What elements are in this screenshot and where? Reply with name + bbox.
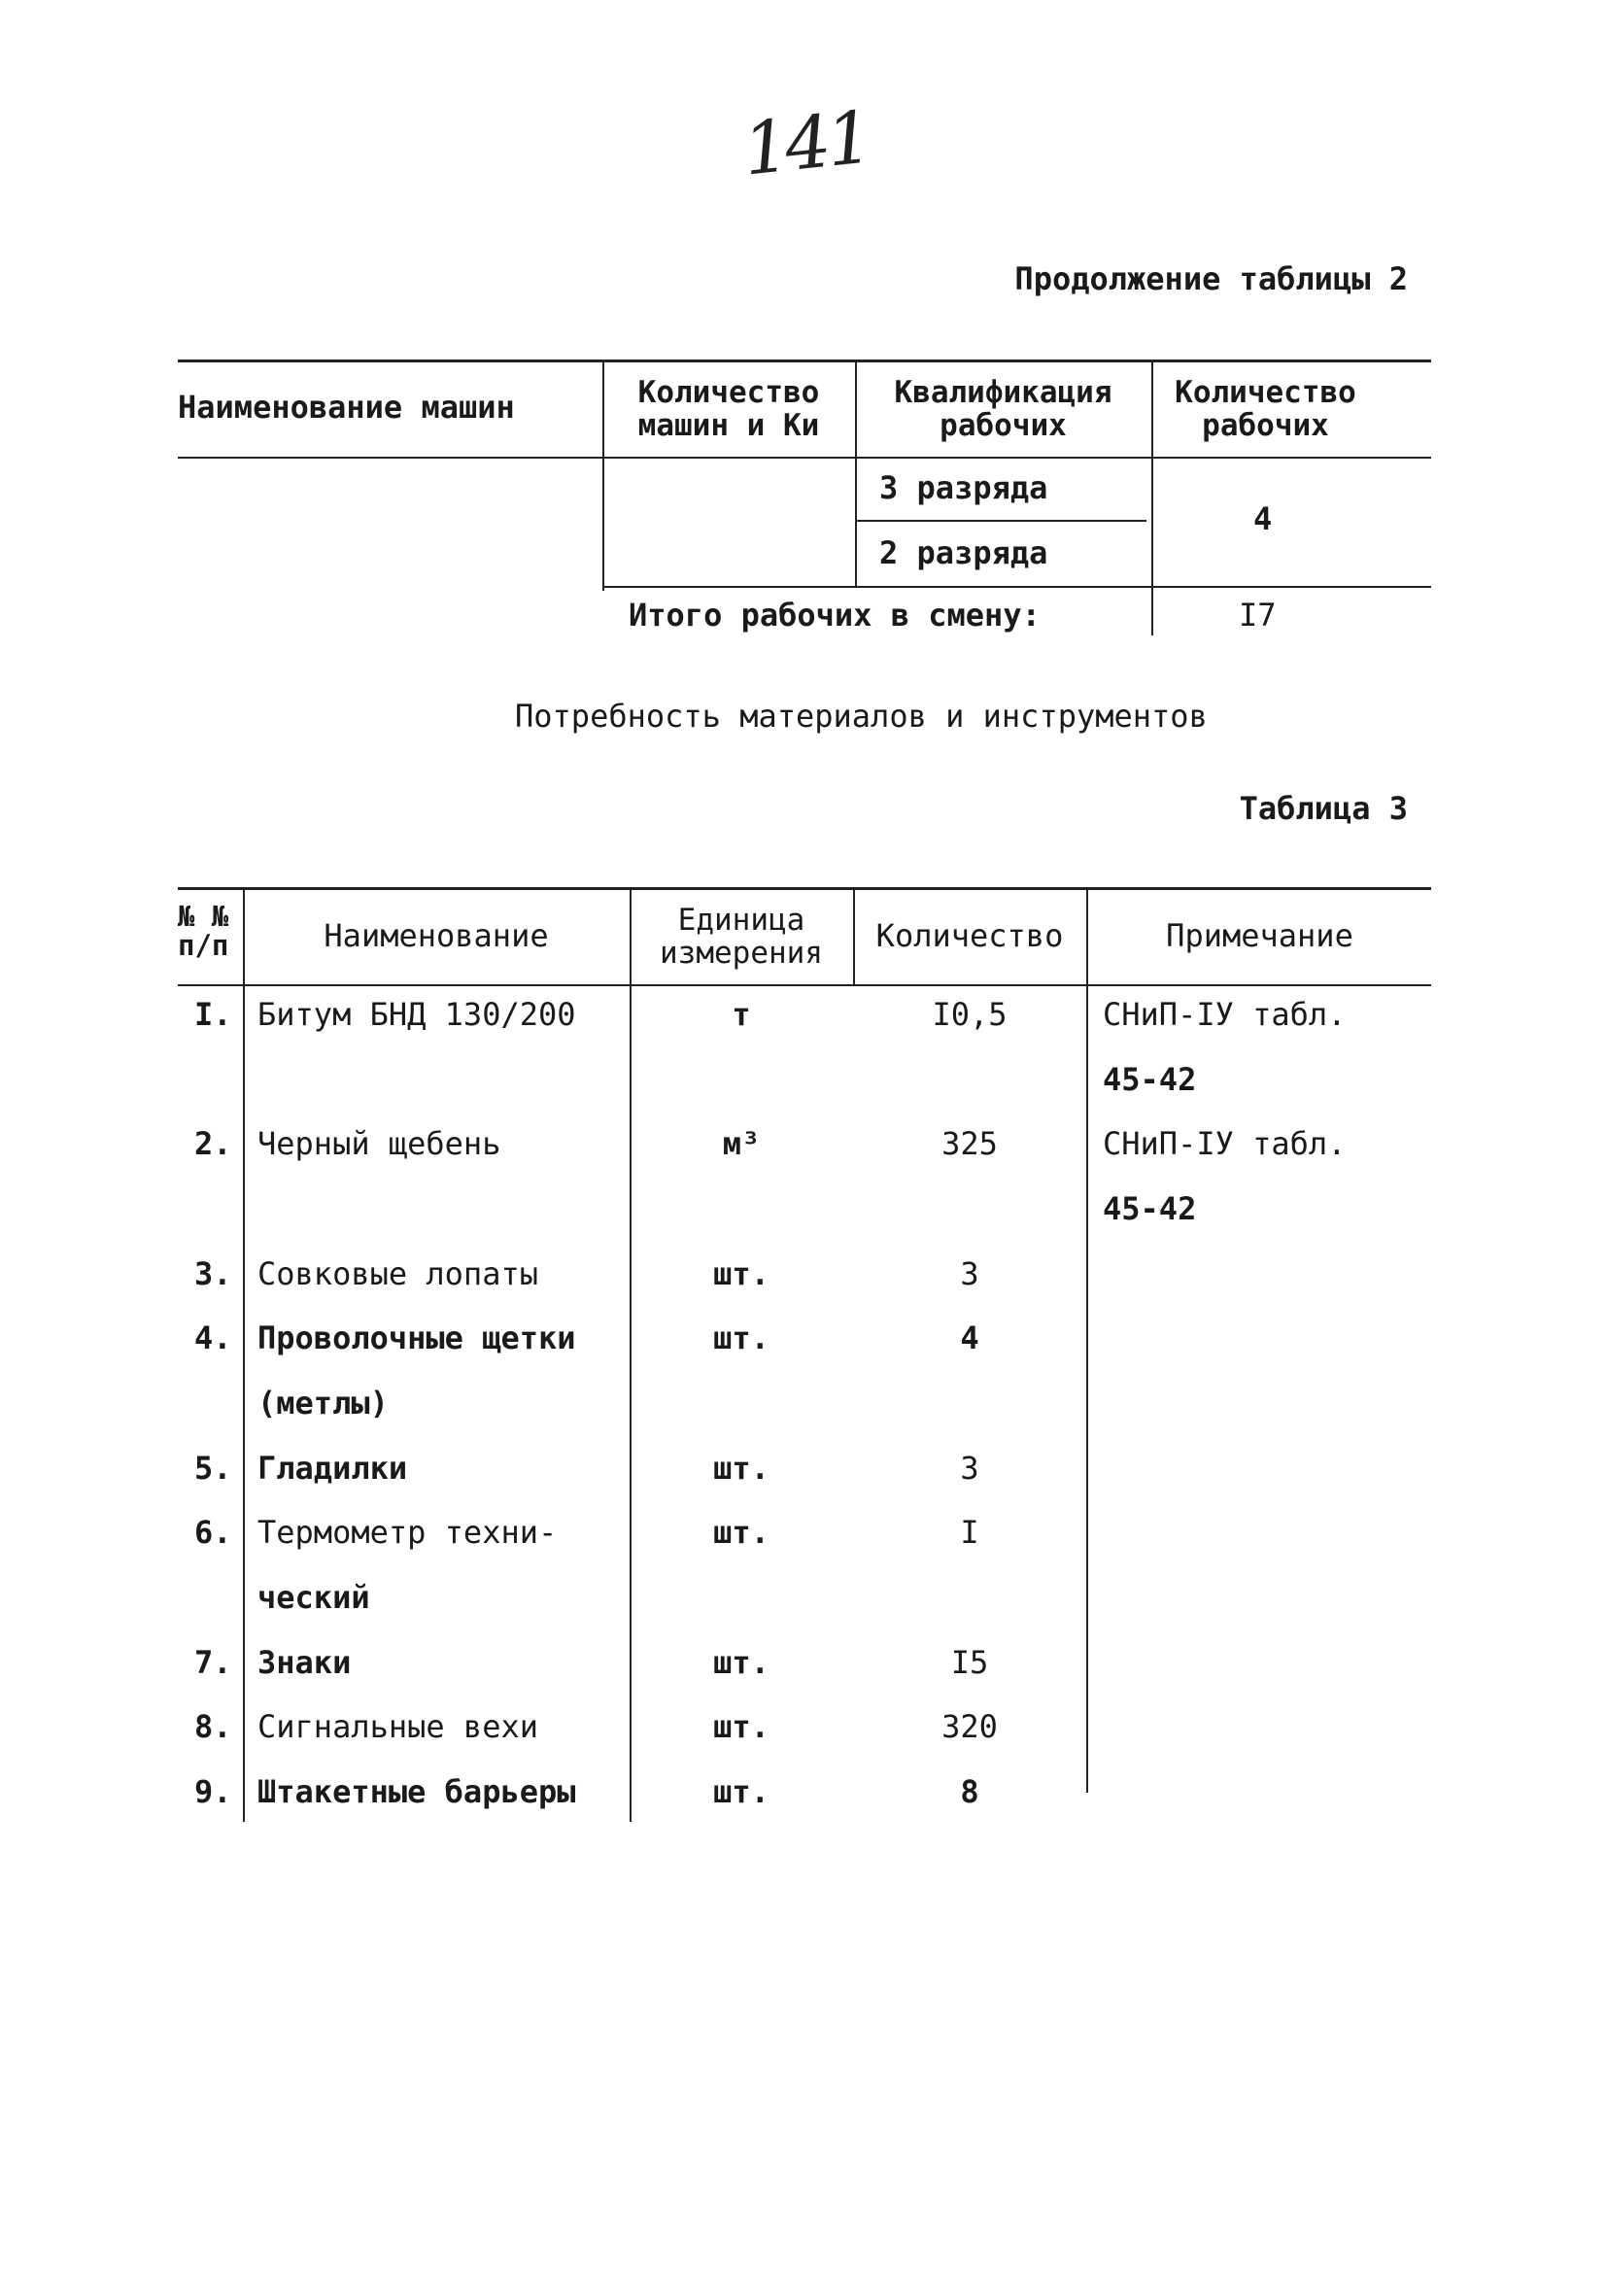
table3-header-rule (178, 984, 1431, 986)
table2-header-qualification: Квалификация рабочих (894, 375, 1112, 443)
table2-total-label: Итого рабочих в смену: (629, 597, 1041, 634)
table3-header-note: Примечание (1166, 917, 1353, 954)
row1-note: СНиП-IУ табл. (1103, 996, 1347, 1033)
table2-qual-row-2: 2 разряда (879, 534, 1048, 571)
row2-note-line2: 45-42 (1103, 1190, 1197, 1227)
row1-qty: I0,5 (932, 996, 1008, 1033)
table3-header-unit: Единица измерения (660, 903, 823, 971)
row4-qty: 4 (960, 1319, 979, 1356)
row2-qty: 325 (941, 1125, 998, 1162)
row7-qty: I5 (950, 1644, 989, 1681)
row2-name: Черный щебень (257, 1125, 501, 1162)
row6-qty: I (960, 1514, 979, 1551)
row4-name: Проволочные щетки (257, 1319, 576, 1356)
table2-header-machines: Наименование машин (178, 389, 515, 426)
row3-name: Совковые лопаты (257, 1255, 538, 1292)
table2-workers-count: 4 (1253, 500, 1273, 537)
row8-num: 8. (194, 1708, 232, 1745)
row1-name: Битум БНД 130/200 (257, 996, 576, 1033)
row9-name: Штакетные барьеры (257, 1773, 576, 1810)
row5-num: 5. (194, 1450, 232, 1487)
row3-unit: шт. (713, 1255, 769, 1292)
table2-col-divider-2 (855, 361, 857, 586)
table2-col-divider-3 (1151, 361, 1153, 635)
table3-col-divider-1 (243, 889, 245, 1822)
table2-col-divider-1 (602, 361, 604, 591)
row2-unit: м³ (722, 1125, 761, 1162)
row1-note-line2: 45-42 (1103, 1061, 1197, 1098)
table2-qual-row-1: 3 разряда (879, 469, 1048, 506)
table3-label: Таблица 3 (1239, 790, 1408, 827)
page-number: 141 (738, 95, 873, 192)
row3-qty: 3 (960, 1255, 979, 1292)
row9-unit: шт. (713, 1773, 769, 1810)
table3-col-divider-4 (1086, 889, 1088, 1793)
section-title: Потребность материалов и инструментов (515, 698, 1208, 735)
row5-name: Гладилки (257, 1450, 408, 1487)
row4-unit: шт. (713, 1319, 769, 1356)
row8-unit: шт. (713, 1708, 769, 1745)
row6-num: 6. (194, 1514, 232, 1551)
table2-header-rule (178, 457, 1431, 459)
table2-total-rule (602, 586, 1431, 588)
row1-num: I. (194, 996, 232, 1033)
row9-qty: 8 (960, 1773, 979, 1810)
row9-num: 9. (194, 1773, 232, 1810)
table2-total-value: I7 (1239, 597, 1277, 634)
table2-top-rule (178, 360, 1431, 362)
table3-header-num: № № п/п (178, 900, 229, 962)
row4-name-line2: (метлы) (257, 1385, 389, 1422)
row5-qty: 3 (960, 1450, 979, 1487)
row6-unit: шт. (713, 1514, 769, 1551)
table3-header-qty: Количество (875, 917, 1064, 954)
table2-continuation-title: Продолжение таблицы 2 (1014, 260, 1408, 297)
row3-num: 3. (194, 1255, 232, 1292)
row1-unit: т (732, 996, 751, 1033)
row2-num: 2. (194, 1125, 232, 1162)
row8-name: Сигнальные вехи (257, 1708, 538, 1745)
row5-unit: шт. (713, 1450, 769, 1487)
table2-qual-divider (855, 520, 1146, 522)
row7-unit: шт. (713, 1644, 769, 1681)
row7-num: 7. (194, 1644, 232, 1681)
table3-top-rule (178, 887, 1431, 890)
table2-header-machine-count: Количество машин и Ки (637, 375, 820, 443)
row2-note: СНиП-IУ табл. (1103, 1125, 1347, 1162)
row4-num: 4. (194, 1319, 232, 1356)
table3-header-name: Наименование (324, 917, 549, 954)
row6-name: Термометр техни- (257, 1514, 558, 1551)
row7-name: Знаки (257, 1644, 352, 1681)
row6-name-line2: ческий (257, 1579, 370, 1616)
table2-header-worker-count: Количество рабочих (1175, 375, 1356, 443)
row8-qty: 320 (941, 1708, 998, 1745)
